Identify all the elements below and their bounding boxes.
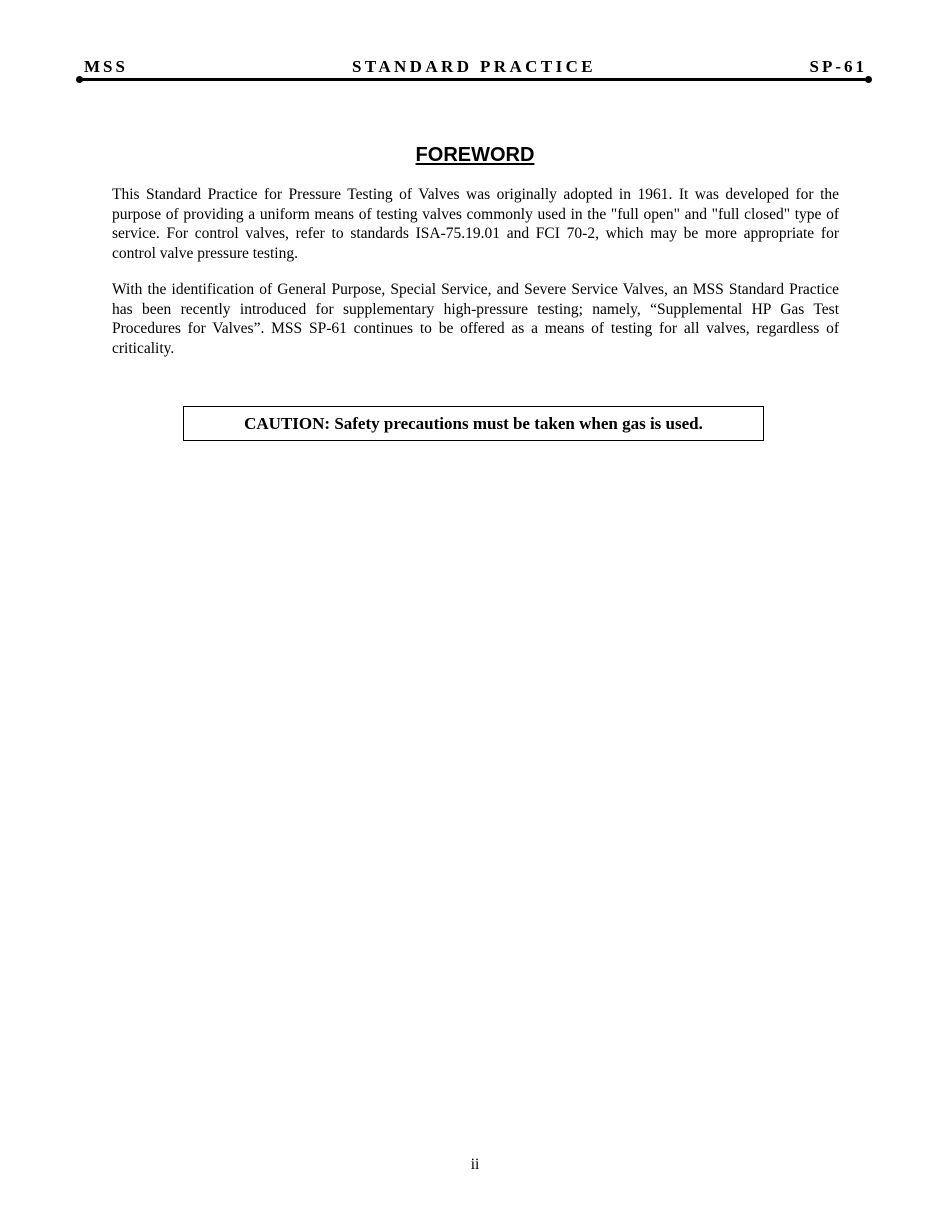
header-organization: MSS [84,57,128,76]
header-rule-right-dot [865,76,872,83]
caution-box [183,406,764,441]
header-document-type: STANDARD PRACTICE [351,57,597,76]
page-number: ii [470,1156,480,1173]
header-rule [79,78,869,81]
page-title: FOREWORD [415,144,535,166]
header-rule-left-dot [76,76,83,83]
header-document-number: SP-61 [809,57,867,76]
foreword-paragraph-2: With the identification of General Purpose, Special Service, and Severe Service Valves, an MSS Standard Practice has been recently introduced for supplementary high-pressure testing; namely, “Supplemental HP Gas Test Procedures for Valves”. MSS SP-61 continues to be offered as a means of testing for all valves, regardless of criticality. [112,281,839,357]
foreword-paragraph-1: This Standard Practice for Pressure Testing of Valves was originally adopted in 1961. It was developed for the purpose of providing a uniform means of testing valves commonly used in the "full open" and "full closed" type of service. For control valves, refer to standards ISA-75.19.01 and FCI 70-2, which may be more appropriate for control valve pressure testing. [112,186,839,262]
caution-text: CAUTION: Safety precautions must be taken when gas is used. [244,413,703,433]
page-header [79,57,869,77]
